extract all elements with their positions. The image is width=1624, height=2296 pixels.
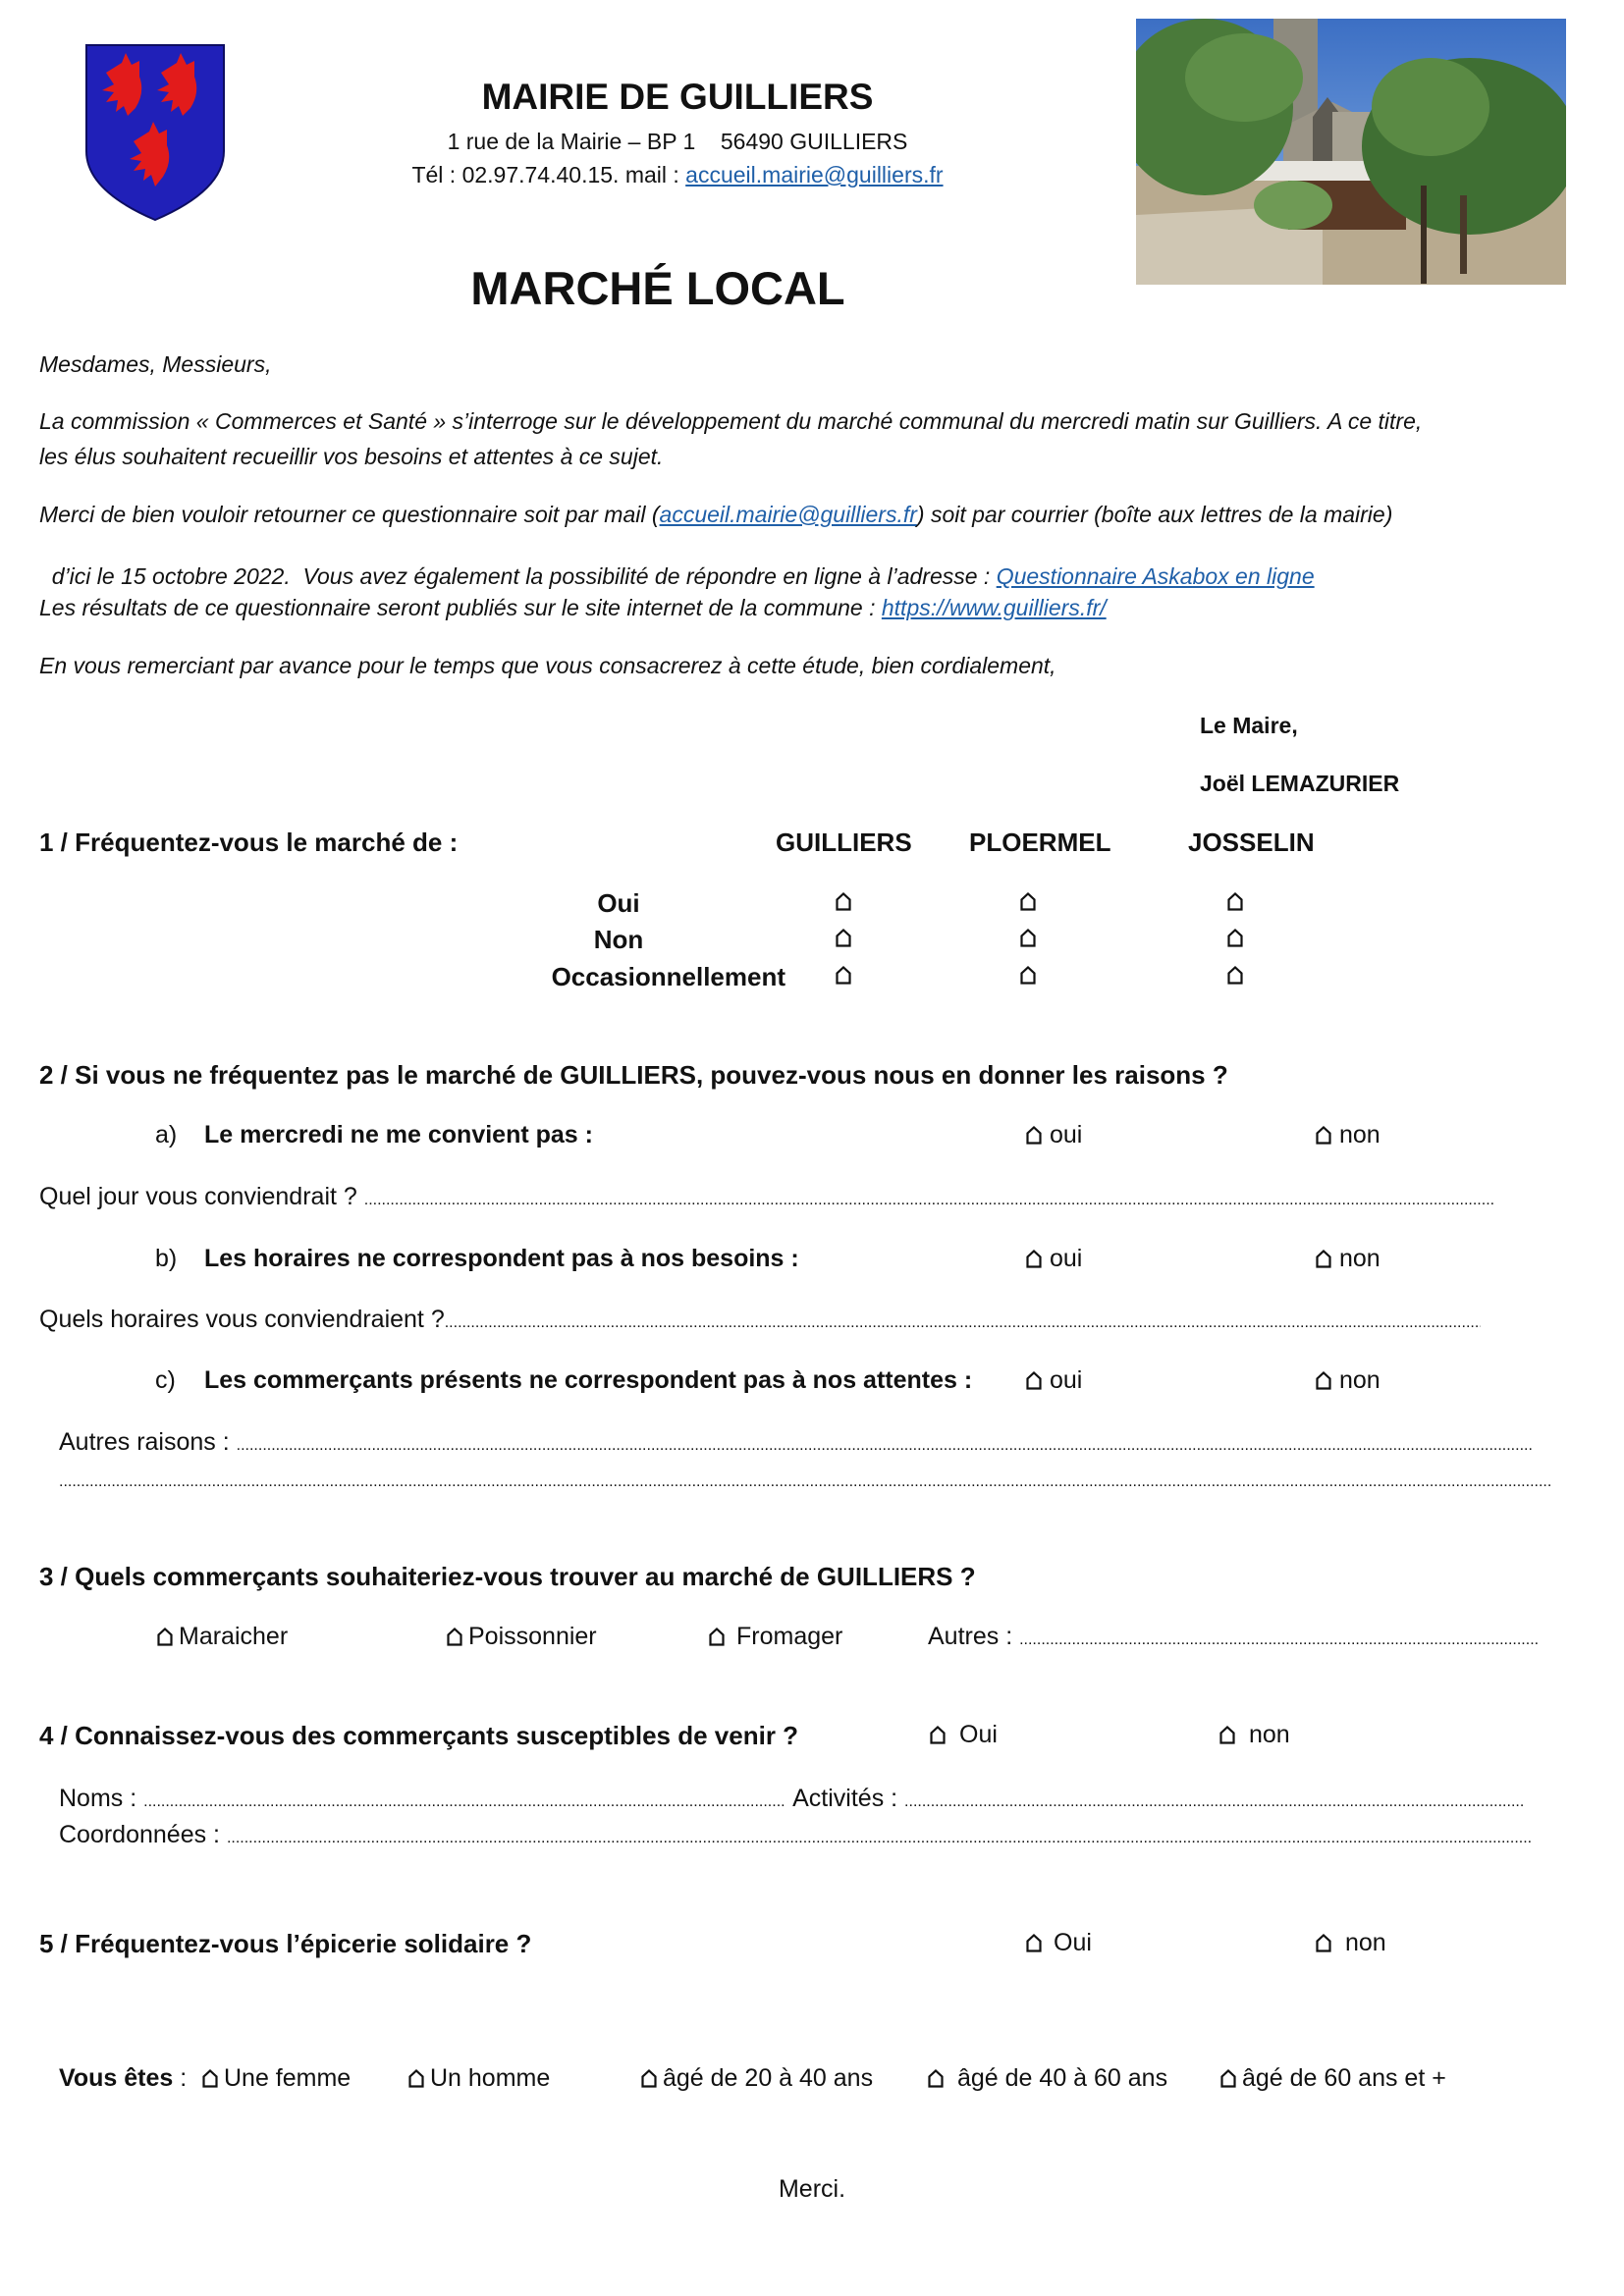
followup-label: Quel jour vous conviendrait ? [39,1183,364,1210]
contact-input[interactable] [227,1821,1533,1849]
q1-josselin-oui-checkbox[interactable] [1227,892,1243,911]
profile-option-homme[interactable] [408,2064,550,2093]
checkbox-icon[interactable] [1219,1726,1235,1744]
q1-column-josselin: JOSSELIN [1188,828,1315,857]
q2-item-a-non-option[interactable] [1316,1121,1380,1149]
option-label: non [1339,1245,1380,1272]
q1-column-ploermel: PLOERMEL [969,828,1111,857]
profile-label: Vous êtes [59,2064,174,2092]
shield-icon [84,43,226,222]
checkbox-icon [1020,892,1036,911]
q3-option-maraicher[interactable] [157,1623,288,1651]
intro-paragraph-4: En vous remerciant par avance pour le temps que vous consacrerez à cette étude, bien cordialement, [39,653,1056,678]
intro-paragraph-2-line-1 [39,502,1392,528]
option-label: Un homme [430,2064,551,2092]
para3-text: Les résultats de ce questionnaire seront publiés sur le site internet de la commune : [39,595,882,620]
q5-oui-option[interactable] [1026,1929,1092,1957]
option-label: Oui [1054,1929,1092,1956]
q1-row-oui: Oui [597,888,640,918]
profile-option-age-40-60[interactable] [928,2064,1167,2093]
names-input[interactable] [143,1785,786,1813]
market-photo [1136,19,1566,285]
question-1-label: 1 / Fréquentez-vous le marché de : [39,828,459,857]
q1-ploermel-occasionnellement-checkbox[interactable] [1020,966,1036,985]
checkbox-icon[interactable] [641,2069,657,2088]
checkbox-icon[interactable] [1026,1250,1042,1268]
question-3-label: 3 / Quels commerçants souhaiteriez-vous trouver au marché de GUILLIERS ? [39,1562,976,1591]
q2-item-c-text: Les commerçants présents ne correspondent pas à nos attentes : [204,1366,973,1394]
signature-name: Joël LEMAZURIER [1200,771,1400,796]
option-label: Maraicher [179,1623,289,1650]
activities-label: Activités : [792,1785,905,1812]
checkbox-icon[interactable] [157,1628,173,1646]
option-label: non [1339,1121,1380,1148]
other-reasons-input[interactable] [237,1428,1533,1457]
option-label: Poissonnier [468,1623,597,1650]
website-link[interactable]: https://www.guilliers.fr/ [881,595,1107,620]
other-reasons-input-line-2[interactable] [59,1465,1551,1493]
para2-line2-text: d’ici le 15 octobre 2022. Vous avez également la possibilité de répondre en ligne à l’adresse : [51,563,997,589]
q2-item-a-text: Le mercredi ne me convient pas : [204,1121,593,1148]
option-label: oui [1050,1366,1083,1394]
q1-row-non: Non [593,925,644,954]
option-label: oui [1050,1121,1083,1148]
checkbox-icon [1227,966,1243,985]
checkbox-icon[interactable] [1026,1126,1042,1145]
answer-line-input[interactable] [364,1183,1493,1211]
askabox-link[interactable]: Questionnaire Askabox en ligne [996,563,1315,589]
followup-label: Quels horaires vous conviendraient ? [39,1306,445,1333]
q4-contact-line [59,1821,1533,1849]
q2-other-reasons-line-2 [59,1465,1551,1493]
option-label: Fromager [736,1623,843,1650]
option-label: oui [1050,1245,1083,1272]
checkbox-icon[interactable] [928,2069,944,2088]
profile-option-femme[interactable] [202,2064,351,2093]
q1-ploermel-non-checkbox[interactable] [1020,929,1036,947]
profile-separator: : [173,2064,188,2092]
checkbox-icon[interactable] [1220,2069,1236,2088]
option-label: âgé de 40 à 60 ans [957,2064,1168,2092]
question-2-label: 2 / Si vous ne fréquentez pas le marché de GUILLIERS, pouvez-vous nous en donner les raisons ? [39,1060,1228,1090]
checkbox-icon[interactable] [709,1628,725,1646]
checkbox-icon[interactable] [202,2069,218,2088]
option-label: âgé de 60 ans et + [1242,2064,1446,2092]
q3-option-fromager[interactable] [709,1623,842,1651]
checkbox-icon[interactable] [1316,1250,1331,1268]
q2-item-b-oui-option[interactable] [1026,1245,1082,1273]
q1-josselin-non-checkbox[interactable] [1227,929,1243,947]
checkbox-icon[interactable] [447,1628,462,1646]
checkbox-icon[interactable] [1026,1371,1042,1390]
greeting: Mesdames, Messieurs, [39,351,272,377]
question-5-label: 5 / Fréquentez-vous l’épicerie solidaire ? [39,1929,532,1958]
q2-item-b-followup [39,1306,1481,1334]
q2-item-a-letter: a) [155,1121,178,1148]
other-reasons-label: Autres raisons : [59,1428,237,1456]
q1-ploermel-oui-checkbox[interactable] [1020,892,1036,911]
question-4-label: 4 / Connaissez-vous des commerçants susceptibles de venir ? [39,1721,799,1750]
q1-guilliers-occasionnellement-checkbox[interactable] [836,966,851,985]
email-link[interactable]: accueil.mairie@guilliers.fr [685,162,944,187]
intro-paragraph-3 [39,595,1107,621]
signature-title: Le Maire, [1200,713,1298,738]
option-label: Une femme [224,2064,352,2092]
q5-non-option[interactable] [1316,1929,1386,1957]
q4-oui-option[interactable] [930,1721,998,1749]
intro-paragraph-1-line-1: La commission « Commerces et Santé » s’interroge sur le développement du marché communal du mercredi matin sur Guilliers. A ce titre, [39,408,1423,434]
checkbox-icon[interactable] [930,1726,946,1744]
checkbox-icon [836,966,851,985]
q1-column-guilliers: GUILLIERS [776,828,912,857]
q1-guilliers-oui-checkbox[interactable] [836,892,851,911]
q2-item-a-oui-option[interactable] [1026,1121,1082,1149]
mairie-address: 1 rue de la Mairie – BP 1 56490 GUILLIERS [447,129,908,154]
intro-paragraph-2-line-2 [39,537,1315,590]
q2-item-b-letter: b) [155,1245,178,1272]
mairie-contact [285,162,1070,188]
checkbox-icon [836,929,851,947]
checkbox-icon [1020,929,1036,947]
checkbox-icon[interactable] [1316,1371,1331,1390]
q4-non-option[interactable] [1219,1721,1290,1749]
document-title: MARCHÉ LOCAL [470,262,845,314]
names-label: Noms : [59,1785,144,1812]
option-label: non [1249,1721,1290,1748]
mairie-title: MAIRIE DE GUILLIERS [481,77,874,117]
q2-item-b-non-option[interactable] [1316,1245,1380,1273]
para2-text-a: Merci de bien vouloir retourner ce questionnaire soit par mail ( [39,502,660,527]
option-label: âgé de 20 à 40 ans [663,2064,874,2092]
q1-josselin-occasionnellement-checkbox[interactable] [1227,966,1243,985]
checkbox-icon[interactable] [1316,1934,1331,1952]
contact-label: Coordonnées : [59,1821,227,1848]
checkbox-icon[interactable] [1316,1126,1331,1145]
option-label: non [1345,1929,1386,1956]
answer-line-input[interactable] [445,1306,1481,1334]
q2-item-c-letter: c) [155,1366,176,1394]
profile-line [59,2064,187,2093]
checkbox-icon [1227,929,1243,947]
coat-of-arms [84,43,226,222]
q4-names-line [59,1785,1525,1813]
q2-item-b-text: Les horaires ne correspondent pas à nos besoins : [204,1245,799,1272]
phone-text: Tél : 02.97.74.40.15. mail : [411,162,686,187]
thanks-text: Merci. [778,2175,846,2203]
other-label: Autres : [928,1623,1020,1650]
checkbox-icon[interactable] [408,2069,424,2088]
q2-other-reasons [59,1428,1533,1457]
q1-guilliers-non-checkbox[interactable] [836,929,851,947]
q2-item-c-oui-option[interactable] [1026,1366,1082,1395]
profile-option-age-20-40[interactable] [641,2064,873,2093]
q3-other [928,1623,1540,1651]
checkbox-icon [1227,892,1243,911]
activities-input[interactable] [904,1785,1525,1813]
q3-option-poissonnier[interactable] [447,1623,597,1651]
checkbox-icon [1020,966,1036,985]
option-label: non [1339,1366,1380,1394]
q2-item-a-followup [39,1183,1493,1211]
church-market-photo-icon [1136,19,1566,285]
q2-item-c-non-option[interactable] [1316,1366,1380,1395]
para2-email-link[interactable]: accueil.mairie@guilliers.fr [659,502,917,527]
q1-row-occasionnellement: Occasionnellement [551,962,785,991]
para2-text-b: ) soit par courrier (boîte aux lettres de la mairie) [916,502,1393,527]
option-label: Oui [959,1721,998,1748]
profile-option-age-60-plus[interactable] [1220,2064,1446,2093]
checkbox-icon [836,892,851,911]
intro-paragraph-1-line-2: les élus souhaitent recueillir vos besoins et attentes à ce sujet. [39,444,664,469]
other-merchants-input[interactable] [1019,1623,1540,1651]
checkbox-icon[interactable] [1026,1934,1042,1952]
